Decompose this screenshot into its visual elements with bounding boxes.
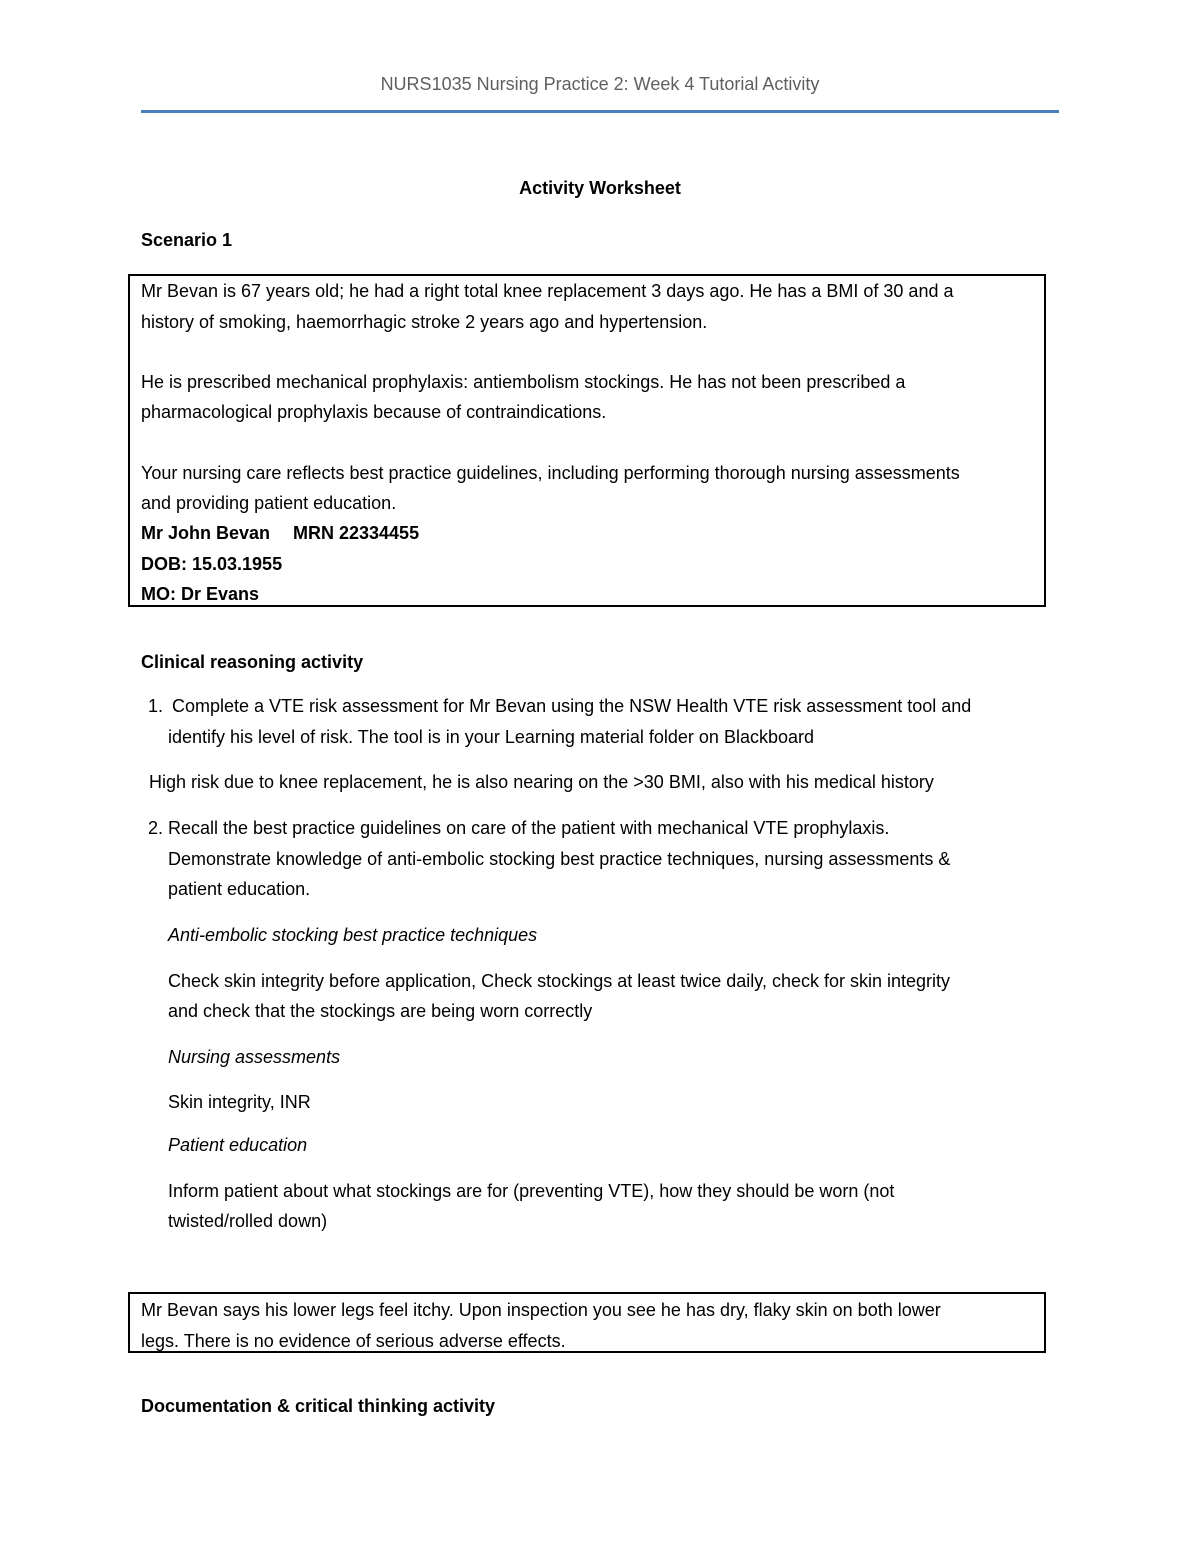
patient-name: Mr John Bevan [141,523,271,543]
subheading: Nursing assessments [168,1047,341,1067]
worksheet-title: Activity Worksheet [519,178,681,198]
question-number: 1. [148,696,164,716]
page-header: NURS1035 Nursing Practice 2: Week 4 Tutorial Activity [380,74,820,94]
question-text: patient education. [168,879,311,899]
subheading: Anti-embolic stocking best practice techniques [168,925,538,945]
scenario-text: and providing patient education. [141,493,397,513]
patient-dob: DOB: 15.03.1955 [141,554,283,574]
follow-up-text: legs. There is no evidence of serious adverse effects. [141,1331,566,1351]
header-rule [141,110,1059,113]
question-number: 2. [148,818,164,838]
scenario-text: Your nursing care reflects best practice guidelines, including performing thorough nursing assessments [141,463,960,483]
question-text: Recall the best practice guidelines on care of the patient with mechanical VTE prophylaxis. [168,818,890,838]
patient-mo: MO: Dr Evans [141,584,260,604]
documentation-heading: Documentation & critical thinking activity [141,1396,496,1416]
question-text: Demonstrate knowledge of anti-embolic stocking best practice techniques, nursing assessments & [168,849,951,869]
scenario-text: history of smoking, haemorrhagic stroke 2 years ago and hypertension. [141,312,708,332]
clinical-reasoning-heading: Clinical reasoning activity [141,652,364,672]
scenario-text: pharmacological prophylaxis because of contraindications. [141,402,607,422]
answer-text: Skin integrity, INR [168,1092,311,1112]
scenario-text: He is prescribed mechanical prophylaxis: antiembolism stockings. He has not been prescribed a [141,372,906,392]
answer-text: and check that the stockings are being worn correctly [168,1001,593,1021]
answer-text: Check skin integrity before application, Check stockings at least twice daily, check for skin integrity [168,971,951,991]
patient-mrn: MRN 22334455 [293,523,420,543]
answer-text: Inform patient about what stockings are for (preventing VTE), how they should be worn (not [168,1181,895,1201]
scenario-text: Mr Bevan is 67 years old; he had a right total knee replacement 3 days ago. He has a BMI of 30 and a [141,281,954,301]
question-text: identify his level of risk. The tool is in your Learning material folder on Blackboard [168,727,814,747]
answer-text: High risk due to knee replacement, he is also nearing on the >30 BMI, also with his medical history [149,772,934,792]
follow-up-text: Mr Bevan says his lower legs feel itchy. Upon inspection you see he has dry, flaky skin on both lower [141,1300,941,1320]
scenario-heading: Scenario 1 [141,230,233,250]
subheading: Patient education [168,1135,308,1155]
question-text: Complete a VTE risk assessment for Mr Bevan using the NSW Health VTE risk assessment tool and [172,696,972,716]
answer-text: twisted/rolled down) [168,1211,328,1231]
